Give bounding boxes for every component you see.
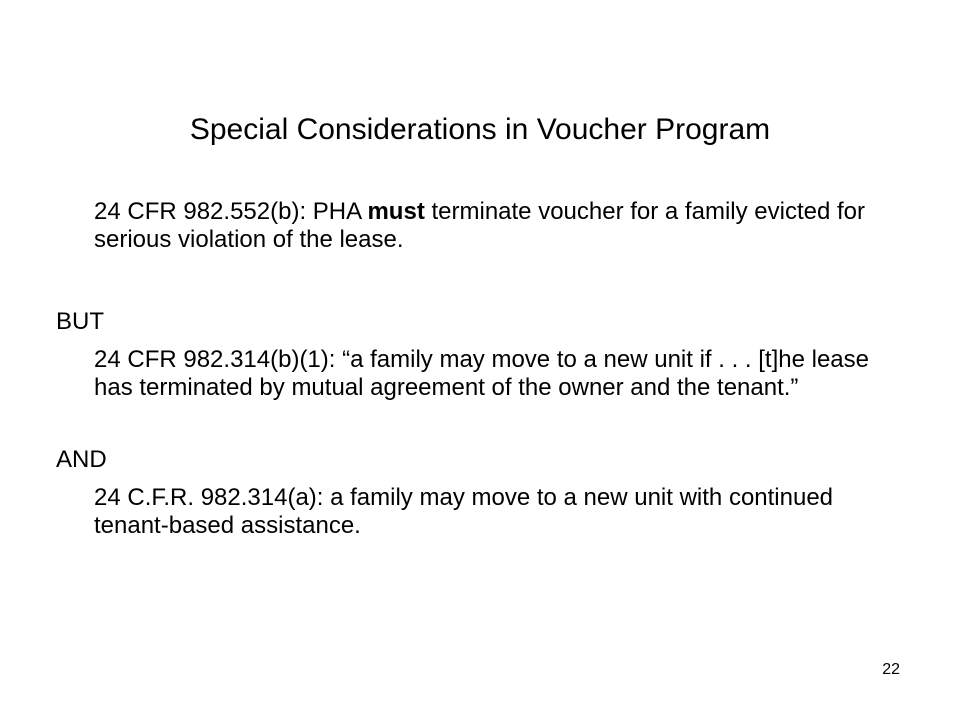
slide-title: Special Considerations in Voucher Program [189,113,771,146]
cfr-982-314-a-paragraph: 24 C.F.R. 982.314(a): a family may move to a new unit with continued tenant-based assistance. [94,484,834,539]
cfr-982-552-paragraph [94,198,914,254]
but-label: BUT [56,308,104,335]
paragraph-text-after: terminate voucher for a family evicted for serious violation of the lease. [94,198,865,253]
emphasis-must: must [367,198,425,225]
slide-number: 22 [882,661,900,678]
cfr-982-314-b1-paragraph: 24 CFR 982.314(b)(1): “a family may move to a new unit if . . . [t]he lease has terminated by mutual agreement of the owner and the tenant.” [94,346,869,401]
paragraph-text-before: 24 CFR 982.552(b): PHA [94,198,368,225]
and-label: AND [56,446,107,473]
